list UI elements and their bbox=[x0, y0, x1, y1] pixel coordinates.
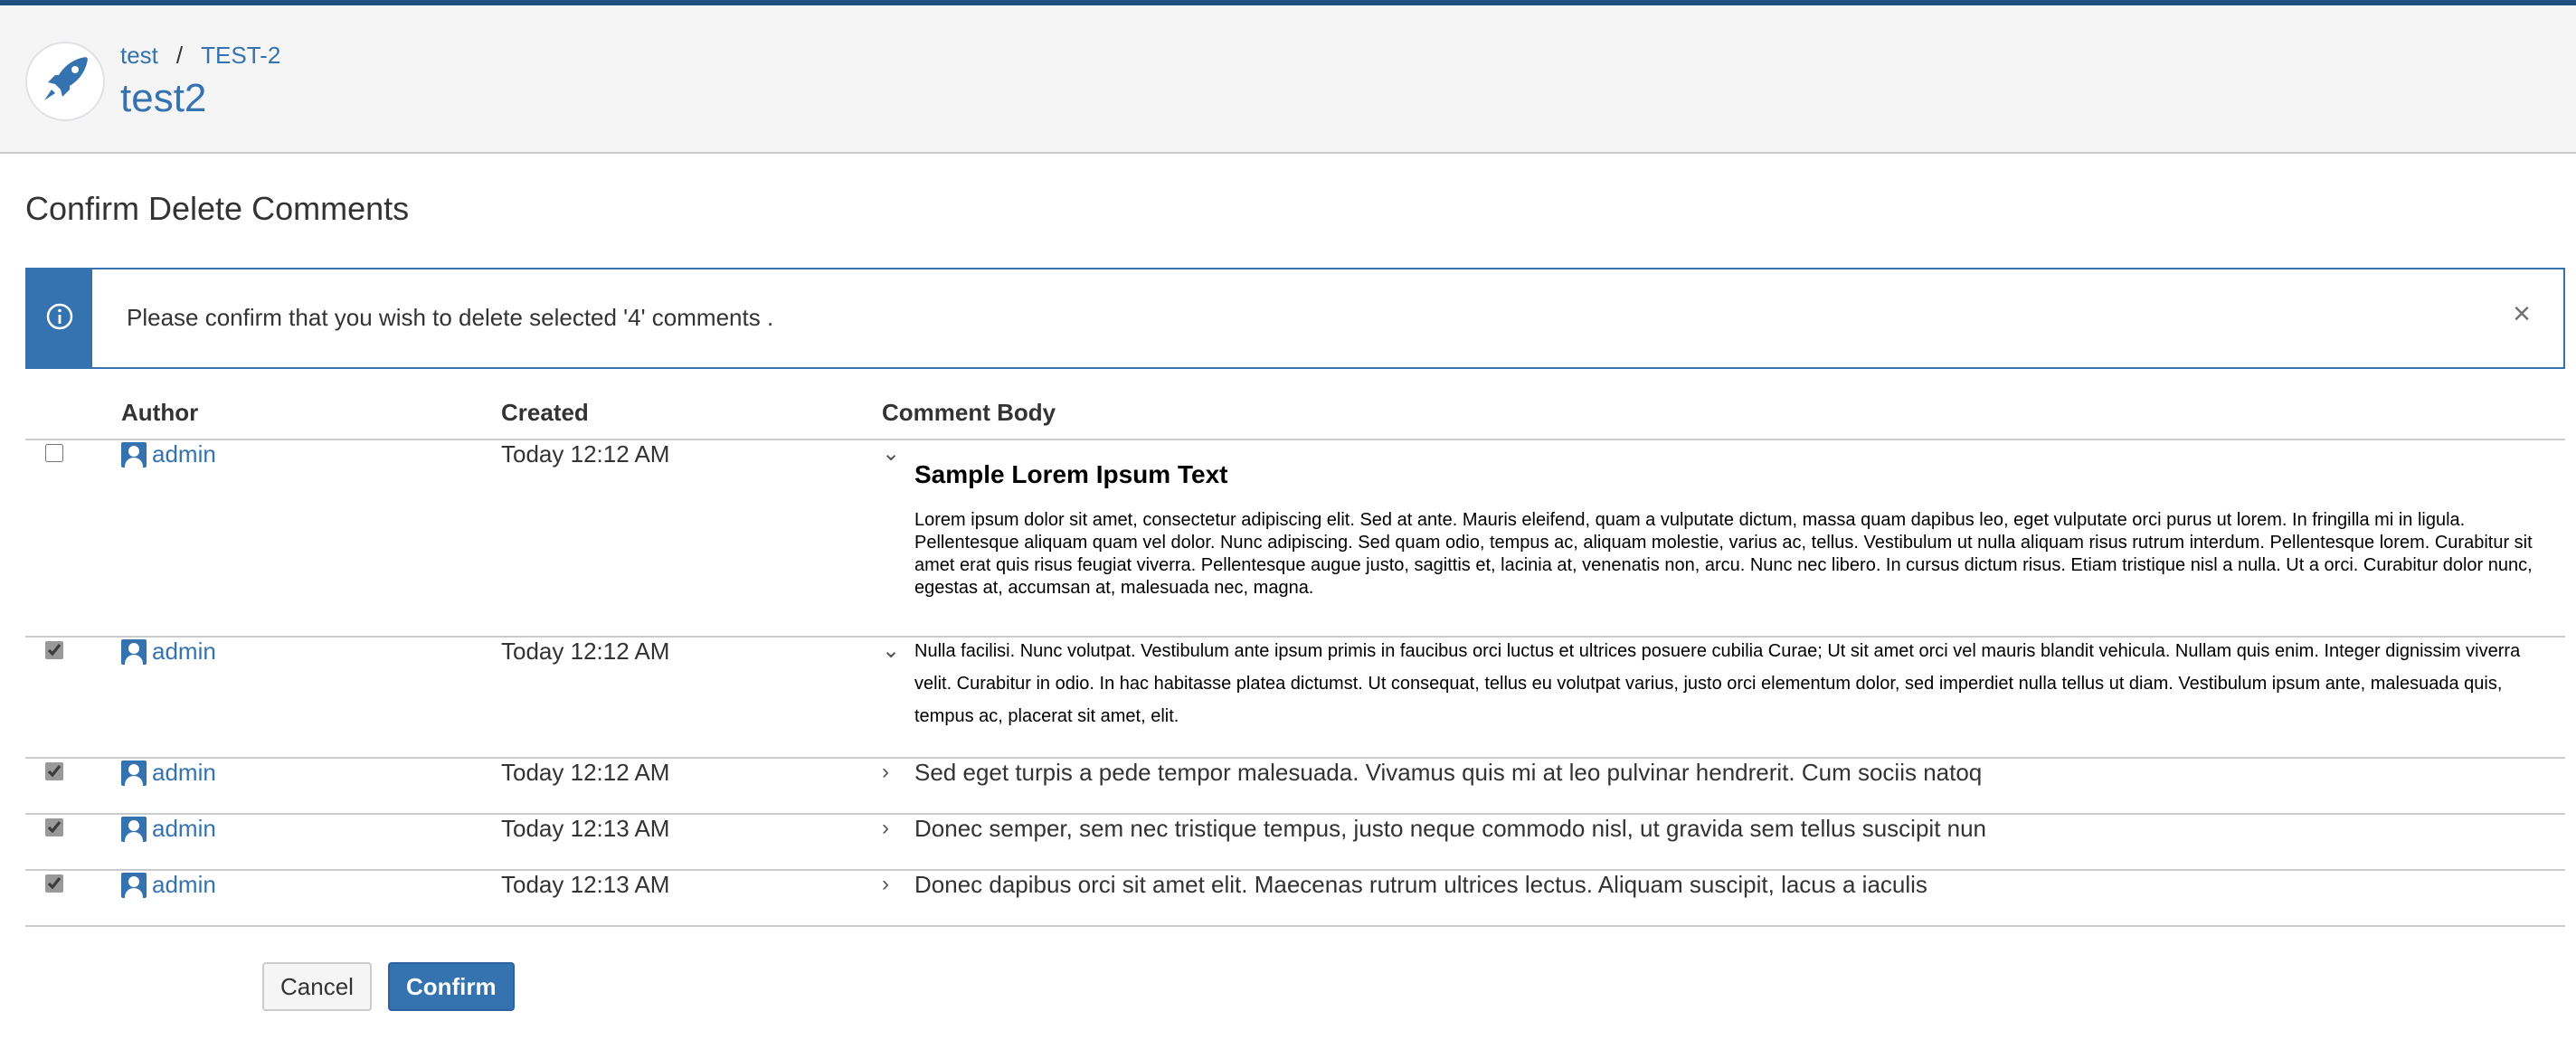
form-actions bbox=[262, 962, 515, 1011]
breadcrumb bbox=[120, 42, 280, 70]
comment-text: Lorem ipsum dolor sit amet, consectetur adipiscing elit. Sed at ante. Mauris eleifend, quam a vulputate dictum, massa quam dapibus leo, eget vulputate orci purus ut lorem. In fringilla mi in ligula. Pellentesque aliquam quam vel dolor. Nunc adipiscing. Sed quam odio, tempus ac, aliquam molestie, varius ac, tellus. Vestibulum ut nulla aliquam risus rutrum interdum. Pellentesque lorem. Curabitur sit amet erat quis risus feugiat viverra. Pellentesque augue justo, sagittis et, lacinia at, venenatis non, arcu. Nunc nec libero. In cursus dictum risus. Etiam tristique nisl a nulla. Ut a orci. Curabitur dolor nunc, egestas at, accumsan at, malesuada nec, magna. bbox=[914, 510, 2533, 598]
user-icon bbox=[121, 442, 147, 468]
comment-summary: Sed eget turpis a pede tempor malesuada. Vivamus quis mi at leo pulvinar hendrerit. Cum sociis natoq bbox=[914, 759, 1983, 786]
page-title: Confirm Delete Comments bbox=[25, 190, 410, 227]
table-header-row bbox=[25, 387, 2565, 439]
comment-summary: Donec dapibus orci sit amet elit. Maecenas rutrum ultrices lectus. Aliquam suscipit, lacus a iaculis bbox=[914, 871, 1927, 898]
user-icon bbox=[121, 761, 147, 786]
comment-body-cell bbox=[882, 439, 2565, 637]
select-cell bbox=[25, 637, 121, 758]
comment-heading: Sample Lorem Ipsum Text bbox=[914, 460, 1228, 488]
breadcrumb-issue-link[interactable]: TEST-2 bbox=[201, 42, 281, 69]
row-checkbox[interactable] bbox=[45, 444, 63, 462]
author-link[interactable]: admin bbox=[152, 638, 216, 665]
user-icon bbox=[121, 817, 147, 842]
author-cell bbox=[121, 758, 501, 814]
table-row bbox=[25, 870, 2565, 926]
table-row bbox=[25, 637, 2565, 758]
select-cell bbox=[25, 758, 121, 814]
comment-body-cell bbox=[882, 814, 2565, 870]
author-cell bbox=[121, 814, 501, 870]
created-cell: Today 12:12 AM bbox=[501, 637, 882, 758]
row-checkbox[interactable] bbox=[45, 762, 63, 780]
table-row bbox=[25, 439, 2565, 637]
cancel-button[interactable]: Cancel bbox=[262, 962, 372, 1011]
row-checkbox[interactable] bbox=[45, 874, 63, 893]
row-checkbox[interactable] bbox=[45, 641, 63, 659]
table-row bbox=[25, 814, 2565, 870]
created-cell: Today 12:12 AM bbox=[501, 439, 882, 637]
comment-body-cell bbox=[882, 637, 2565, 758]
chevron-right-icon[interactable]: › bbox=[882, 816, 889, 840]
comment-summary: Donec semper, sem nec tristique tempus, justo neque commodo nisl, ut gravida sem tellus suscipit nun bbox=[914, 815, 1987, 842]
info-message bbox=[25, 268, 2565, 369]
breadcrumb-separator: / bbox=[175, 42, 184, 69]
column-header-author: Author bbox=[121, 387, 501, 439]
author-link[interactable]: admin bbox=[152, 871, 216, 898]
issue-header bbox=[0, 5, 2576, 154]
breadcrumb-project-link[interactable]: test bbox=[120, 42, 158, 69]
author-cell bbox=[121, 637, 501, 758]
select-cell bbox=[25, 814, 121, 870]
author-link[interactable]: admin bbox=[152, 815, 216, 842]
issue-title[interactable]: test2 bbox=[120, 76, 207, 120]
close-icon[interactable]: × bbox=[2513, 297, 2531, 331]
info-icon bbox=[45, 302, 74, 335]
created-cell: Today 12:13 AM bbox=[501, 870, 882, 926]
user-icon bbox=[121, 639, 147, 665]
created-cell: Today 12:12 AM bbox=[501, 758, 882, 814]
chevron-down-icon[interactable]: ⌄ bbox=[882, 441, 901, 466]
row-checkbox[interactable] bbox=[45, 818, 63, 836]
message-icon-bar bbox=[27, 269, 92, 367]
comment-text: Nulla facilisi. Nunc volutpat. Vestibulum ante ipsum primis in faucibus orci luctus et ultrices posuere cubilia Curae; Ut sit amet orci vel mauris blandit vehicula. Nullam quis enim. Integer dignissim viverra velit. Curabitur in odio. In hac habitasse platea dictumst. Ut consequat, tellus eu volutpat varius, justo orci elementum dolor, sed imperdiet nulla tellus ut diam. Vestibulum ipsum ante, malesuada quis, tempus ac, placerat sit amet, elit. bbox=[914, 641, 2521, 726]
chevron-right-icon[interactable]: › bbox=[882, 872, 889, 896]
author-link[interactable]: admin bbox=[152, 759, 216, 786]
comment-body-cell bbox=[882, 870, 2565, 926]
created-cell: Today 12:13 AM bbox=[501, 814, 882, 870]
chevron-right-icon[interactable]: › bbox=[882, 760, 889, 784]
column-header-select bbox=[25, 387, 121, 439]
author-cell bbox=[121, 439, 501, 637]
column-header-created: Created bbox=[501, 387, 882, 439]
rocket-icon bbox=[37, 52, 93, 112]
chevron-down-icon[interactable]: ⌄ bbox=[882, 638, 901, 663]
confirm-button[interactable]: Confirm bbox=[388, 962, 515, 1011]
user-icon bbox=[121, 873, 147, 898]
comment-body-cell bbox=[882, 758, 2565, 814]
message-text: Please confirm that you wish to delete selected '4' comments . bbox=[127, 304, 774, 331]
comments-table bbox=[25, 387, 2565, 927]
table-row bbox=[25, 758, 2565, 814]
author-link[interactable]: admin bbox=[152, 440, 216, 468]
select-cell bbox=[25, 439, 121, 637]
column-header-comment-body: Comment Body bbox=[882, 387, 2565, 439]
author-cell bbox=[121, 870, 501, 926]
select-cell bbox=[25, 870, 121, 926]
project-avatar[interactable] bbox=[25, 42, 105, 121]
